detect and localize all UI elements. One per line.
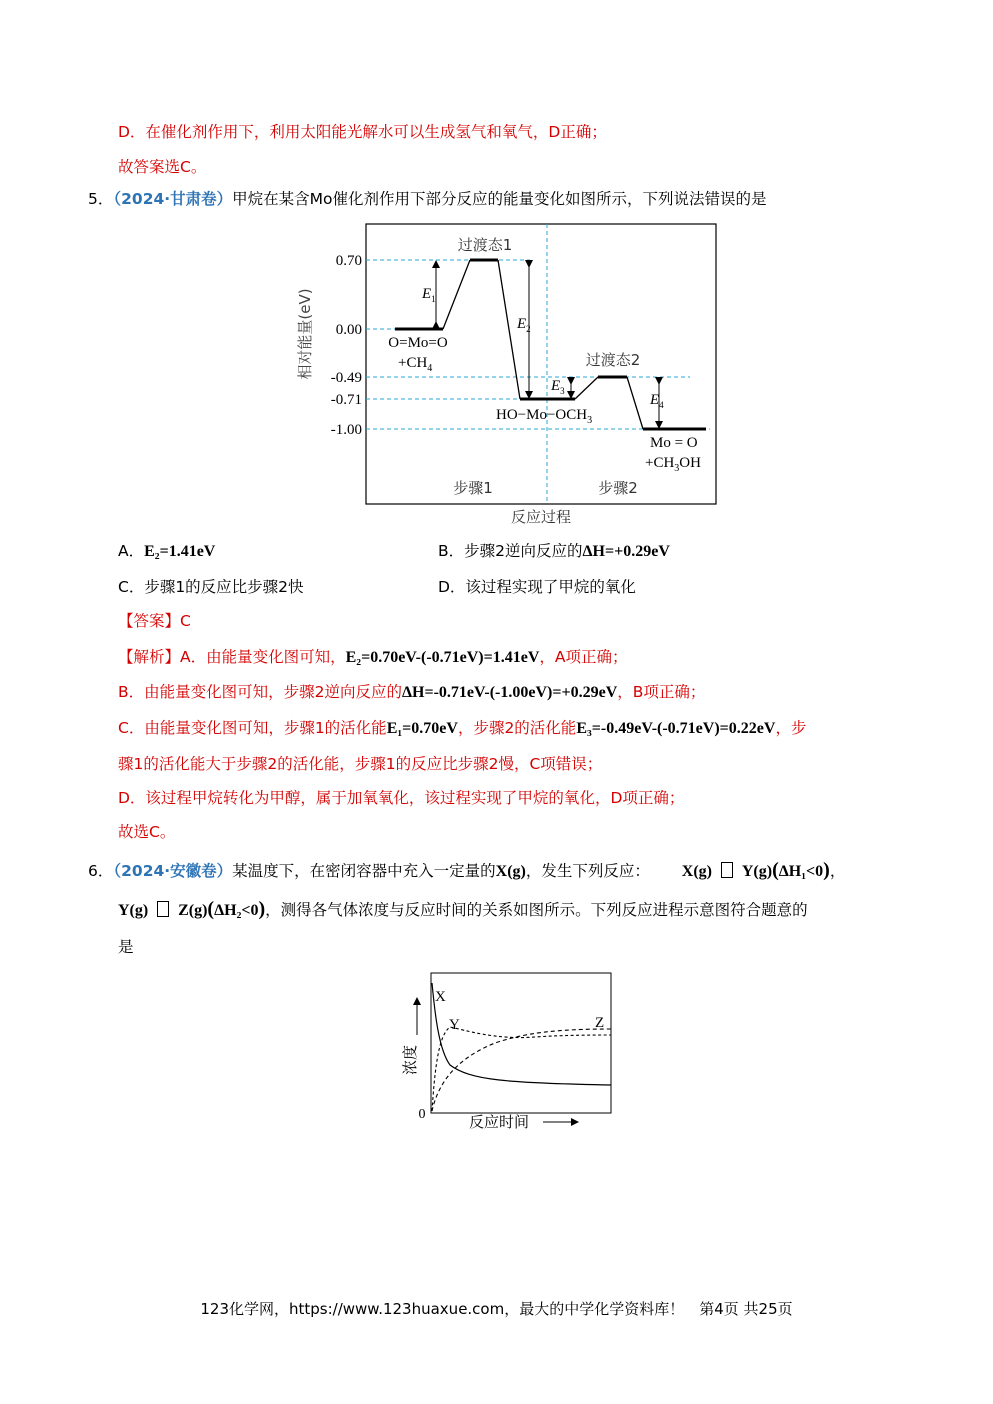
analysis-formula: ΔH=-0.71eV-(-1.00eV)=+0.29eV <box>402 684 618 701</box>
formula-r2-dh: ΔH₂<0 <box>214 902 259 919</box>
question-source: （2024·安徽卷） <box>113 862 233 880</box>
y-axis-label: 相对能量(eV) <box>296 288 314 380</box>
ts1-label: 过渡态1 <box>457 236 513 254</box>
option-d: D．该过程实现了甲烷的氧化 <box>438 578 636 596</box>
species-reactant-2: $+CH_4$ <box>398 355 433 374</box>
ts2-label: 过渡态2 <box>585 351 641 369</box>
tick-label: -0.71 <box>330 392 362 408</box>
analysis-line-1 <box>118 646 628 669</box>
answer-conclusion: 故答案选C。 <box>118 158 207 176</box>
question-6-stem-1: 6．（2024·安徽卷）某温度下，在密闭容器中充入一定量的X(g)，发生下列反应： X(g) Y(g)(ΔH₁<0)， <box>88 859 846 881</box>
answer-line: 【答案】C <box>118 612 191 630</box>
formula-r2-left: Y(g) <box>118 902 149 919</box>
question-source: （2024·甘肃卷） <box>113 190 233 208</box>
analysis-text: ，步骤2的活化能 <box>457 719 577 737</box>
species-product-1: Mo = O <box>650 435 698 451</box>
formula-r2-right: Z(g) <box>178 902 208 919</box>
analysis-line-6: 故选C。 <box>118 823 176 841</box>
curve-x <box>432 983 611 1085</box>
label-e1: $E_1$ <box>422 286 436 304</box>
option-b <box>438 540 670 563</box>
option-a-formula: E₂=1.41eV <box>144 543 216 560</box>
species-reactant-1: O=Mo=O <box>388 335 448 351</box>
question-number: 5． <box>88 190 114 208</box>
analysis-line-4: 骤1的活化能大于步骤2的活化能，步骤1的反应比步骤2慢，C项错误； <box>118 755 603 773</box>
question-number: 6． <box>88 862 114 880</box>
analysis-text: ，步 <box>775 719 807 737</box>
question-text: 甲烷在某含Mo催化剂作用下部分反应的能量变化如图所示，下列说法错误的是 <box>232 190 767 208</box>
x-axis-label: 反应过程 <box>510 508 572 526</box>
analysis-text: ，B项正确； <box>617 683 706 701</box>
path-up-2 <box>575 377 598 399</box>
question-6-stem-3: 是 <box>118 938 134 956</box>
concentration-chart <box>395 965 625 1135</box>
option-a <box>118 540 215 563</box>
analysis-text: B．由能量变化图可知，步骤2逆向反应的 <box>118 683 402 701</box>
formula-r1-right: Y(g) <box>741 863 773 880</box>
analysis-formula: E₂=0.70eV-(-0.71eV)=1.41eV <box>345 649 540 666</box>
plot-frame <box>431 973 611 1113</box>
analysis-formula: E₃=-0.49eV-(-0.71eV)=0.22eV <box>576 720 776 737</box>
analysis-line-5: D．该过程甲烷转化为甲醇，属于加氧氧化，该过程实现了甲烷的氧化，D项正确； <box>118 789 685 807</box>
tick-label: 0.70 <box>335 253 362 269</box>
question-text: 某温度下，在密闭容器中充入一定量的 <box>232 862 496 880</box>
reversible-arrow-icon <box>721 862 733 878</box>
species-product-2: $+CH_3OH$ <box>645 455 701 474</box>
analysis-text: C．由能量变化图可知，步骤1的活化能 <box>118 719 387 737</box>
tick-label: 0.00 <box>335 322 362 338</box>
option-d-conclusion: D．在催化剂作用下，利用太阳能光解水可以生成氢气和氧气，D正确； <box>118 123 607 141</box>
analysis-line-3 <box>118 717 806 740</box>
formula-r1-dh: ΔH₁<0 <box>778 863 824 880</box>
question-text: ，测得各气体浓度与反应时间的关系如图所示。下列反应进程示意图符合题意的 <box>265 901 808 919</box>
option-b-label: B．步骤2逆向反应的 <box>438 542 583 560</box>
question-text: ，发生下列反应： <box>525 862 650 880</box>
x-axis-label: 反应时间 <box>469 1113 530 1131</box>
label-z: Z <box>595 1015 605 1031</box>
step2-label: 步骤2 <box>598 479 638 497</box>
origin-label: 0 <box>418 1107 426 1122</box>
reversible-arrow-icon <box>157 901 169 917</box>
option-c: C．步骤1的反应比步骤2快 <box>118 578 304 596</box>
formula-r1-left: X(g) <box>681 863 712 880</box>
energy-diagram <box>290 222 730 532</box>
page-footer: 123化学网，https://www.123huaxue.com，最大的中学化学资料库！ 第4页 共25页 <box>200 1300 793 1318</box>
path-down-2 <box>627 377 643 429</box>
analysis-text: ，A项正确； <box>539 648 628 666</box>
question-6-stem-2: Y(g) Z(g)(ΔH₂<0)，测得各气体浓度与反应时间的关系如图所示。下列反应进程示意图符合题意的 <box>118 898 808 920</box>
analysis-line-2 <box>118 681 705 704</box>
tick-label: -0.49 <box>330 370 362 386</box>
step1-label: 步骤1 <box>453 479 493 497</box>
analysis-text: 【解析】A．由能量变化图可知， <box>118 648 346 666</box>
species-intermediate: $HO-Mo-OCH_3$ <box>496 407 593 426</box>
path-up-1 <box>443 260 470 329</box>
label-y: Y <box>449 1017 460 1033</box>
y-axis-label: 浓度 <box>401 1044 419 1075</box>
formula-xg: X(g) <box>495 863 526 880</box>
curve-y <box>432 1027 611 1111</box>
analysis-formula: E₁=0.70eV <box>386 720 458 737</box>
label-e3: $E_3$ <box>551 378 565 396</box>
option-a-label: A． <box>118 542 145 560</box>
label-x: X <box>435 989 446 1005</box>
option-b-formula: ΔH=+0.29eV <box>582 543 670 560</box>
tick-label: -1.00 <box>330 422 362 438</box>
label-e4: $E_4$ <box>650 392 664 410</box>
label-e2: $E_2$ <box>517 316 531 334</box>
question-5-stem <box>88 188 767 210</box>
